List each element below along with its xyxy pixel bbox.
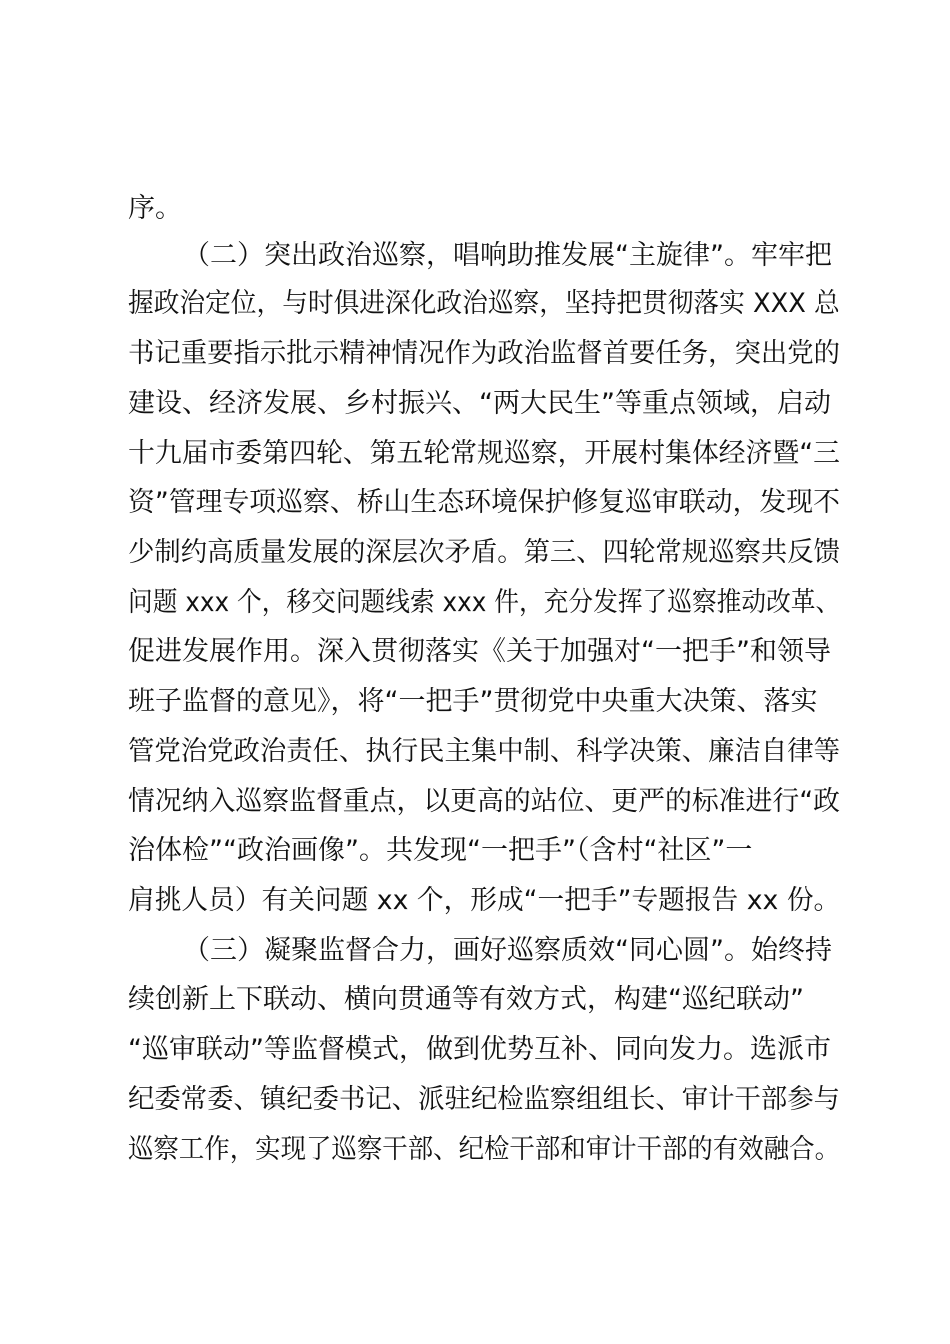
text-line: 巡察工作，实现了巡察干部、纪检干部和审计干部的有效融合。 bbox=[128, 1134, 841, 1165]
text-line: 序。 bbox=[128, 193, 182, 224]
text-line: 纪委常委、镇纪委书记、派驻纪检监察组组长、审计干部参与 bbox=[128, 1084, 841, 1115]
text-line: “巡审联动”等监督模式，做到优势互补、同向发力。选派市 bbox=[128, 1034, 831, 1065]
text-line: 问题 xxx 个，移交问题线索 xxx 件，充分发挥了巡察推动改革、 bbox=[128, 587, 841, 618]
text-line: 握政治定位，与时俱进深化政治巡察，坚持把贯彻落实 XXX 总 bbox=[128, 288, 840, 319]
text-line: 资”管理专项巡察、桥山生态环境保护修复巡审联动，发现不 bbox=[128, 487, 840, 518]
text-line: 建设、经济发展、乡村振兴、“两大民生”等重点领域，启动 bbox=[128, 388, 831, 419]
text-line: 十九届市委第四轮、第五轮常规巡察，开展村集体经济暨“三 bbox=[128, 438, 840, 469]
text-line: 书记重要指示批示精神情况作为政治监督首要任务，突出党的 bbox=[128, 338, 841, 369]
text-line: 班子监督的意见》，将“一把手”贯彻党中央重大决策、落实 bbox=[128, 686, 818, 717]
text-line: 情况纳入巡察监督重点，以更高的站位、更严的标准进行“政 bbox=[128, 786, 840, 817]
text-line: 肩挑人员）有关问题 xx 个，形成“一把手”专题报告 xx 份。 bbox=[128, 885, 841, 916]
text-line: 少制约高质量发展的深层次矛盾。第三、四轮常规巡察共反馈 bbox=[128, 537, 841, 568]
text-line: 治体检”“政治画像”。共发现“一把手”（含村“社区”一 bbox=[128, 835, 753, 866]
text-line: 促进发展作用。深入贯彻落实《关于加强对“一把手”和领导 bbox=[128, 636, 831, 667]
text-line: 续创新上下联动、横向贯通等有效方式，构建“巡纪联动” bbox=[128, 984, 804, 1015]
section-heading-line: （二）突出政治巡察，唱响助推发展“主旋律”。牢牢把 bbox=[183, 240, 832, 271]
text-line: 管党治党政治责任、执行民主集中制、科学决策、廉洁自律等 bbox=[128, 736, 841, 767]
section-heading-line: （三）凝聚监督合力，画好巡察质效“同心圆”。始终持 bbox=[183, 935, 832, 966]
